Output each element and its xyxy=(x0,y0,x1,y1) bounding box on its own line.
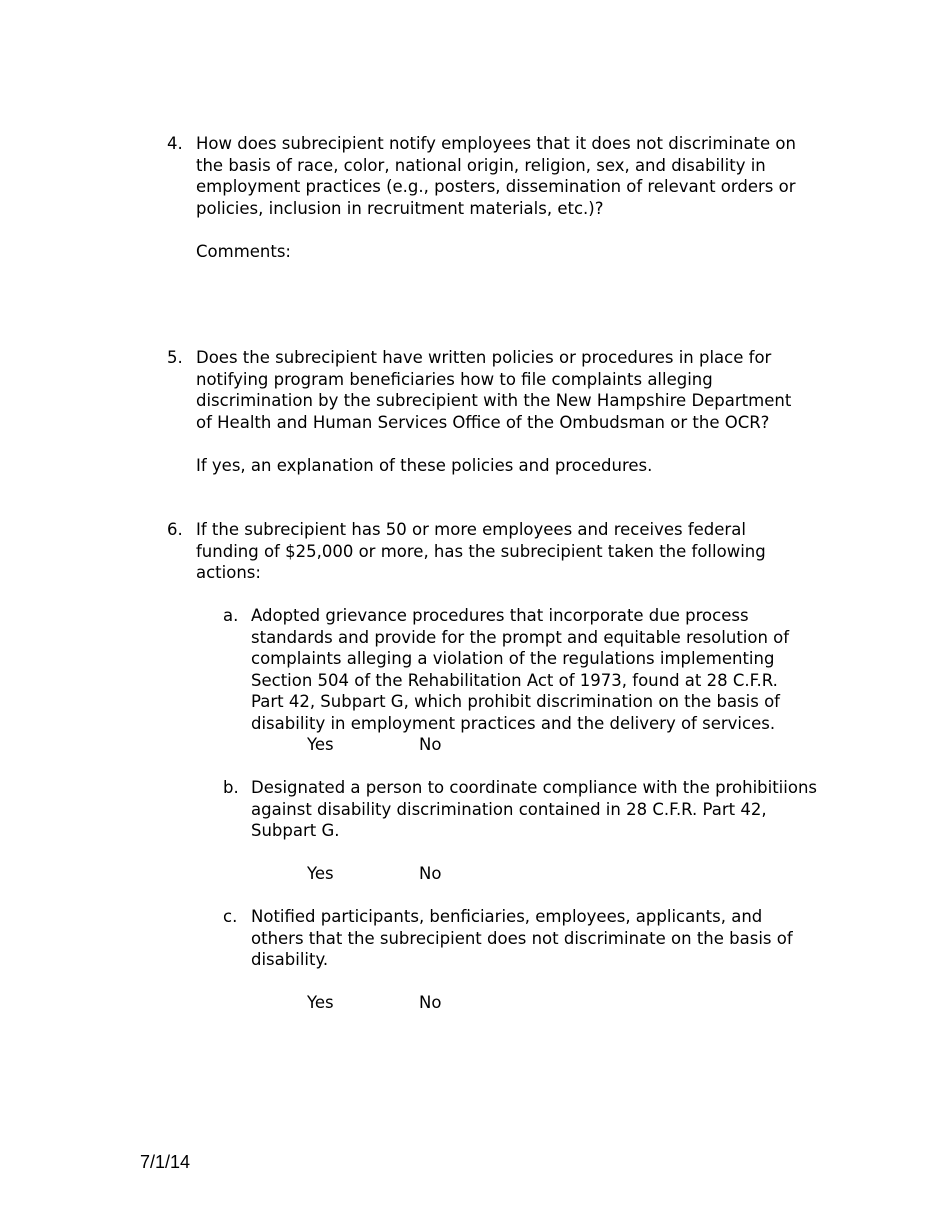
question-body xyxy=(196,347,816,476)
question-text: How does subrecipient notify employees that it does not discriminate on the basis of race, color, national origin, religion, sex, and disability in employment practices (e.g., posters, dissemination of relevant orders or policies, inclusion in recruitment materials, etc.)? xyxy=(196,134,796,218)
sub-item-letter: c. xyxy=(223,907,238,926)
question-6 xyxy=(167,519,817,1014)
question-number: 6. xyxy=(167,520,183,539)
question-text: If the subrecipient has 50 or more employees and receives federal funding of $25,000 or more, has the subrecipient taken the following actions: xyxy=(196,520,766,582)
sub-item-body xyxy=(251,906,817,1014)
yes-option[interactable]: Yes xyxy=(307,864,334,883)
sub-item-a xyxy=(223,605,817,756)
sub-item-text: Designated a person to coordinate compliance with the prohibitiions against disability discrimination contained in 28 C.F.R. Part 42, Subpart G. xyxy=(251,778,818,840)
yes-option[interactable]: Yes xyxy=(307,735,334,754)
question-number: 5. xyxy=(167,348,183,367)
question-body xyxy=(196,133,816,262)
followup-text: If yes, an explanation of these policies and procedures. xyxy=(196,455,653,475)
no-option[interactable]: No xyxy=(419,864,442,883)
yes-no-options xyxy=(307,863,817,885)
yes-no-options xyxy=(307,992,817,1014)
no-option[interactable]: No xyxy=(419,735,442,754)
yes-option[interactable]: Yes xyxy=(307,993,334,1012)
sub-item-c xyxy=(223,906,817,1014)
sub-item-body xyxy=(251,777,817,885)
sub-item-body xyxy=(251,605,817,756)
question-number: 4. xyxy=(167,134,183,153)
question-body xyxy=(196,519,816,584)
question-text: Does the subrecipient have written policies or procedures in place for notifying program beneficiaries how to file complaints alleging discrimination by the subrecipient with the New Hampshire Department of Health and Human Services Office of the Ombudsman or the OCR? xyxy=(196,348,792,432)
sub-item-letter: b. xyxy=(223,778,239,797)
yes-no-options xyxy=(307,734,817,756)
no-option[interactable]: No xyxy=(419,993,442,1012)
sub-item-text: Adopted grievance procedures that incorporate due process standards and provide for the prompt and equitable resolution of complaints alleging a violation of the regulations implementing Section 504 of the Rehabilitation Act of 1973, found at 28 C.F.R. Part 42, Subpart G, which prohibit discrimination on the basis of disability in employment practices and the delivery of services. xyxy=(251,606,790,733)
sub-item-b xyxy=(223,777,817,885)
sub-item-text: Notified participants, benficiaries, employees, applicants, and others that the subrecipient does not discriminate on the basis of disability. xyxy=(251,907,793,969)
footer-date: 7/1/14 xyxy=(140,1152,191,1172)
comments-label: Comments: xyxy=(196,241,291,261)
sub-item-letter: a. xyxy=(223,606,239,625)
question-4 xyxy=(167,133,817,262)
question-5 xyxy=(167,347,817,476)
